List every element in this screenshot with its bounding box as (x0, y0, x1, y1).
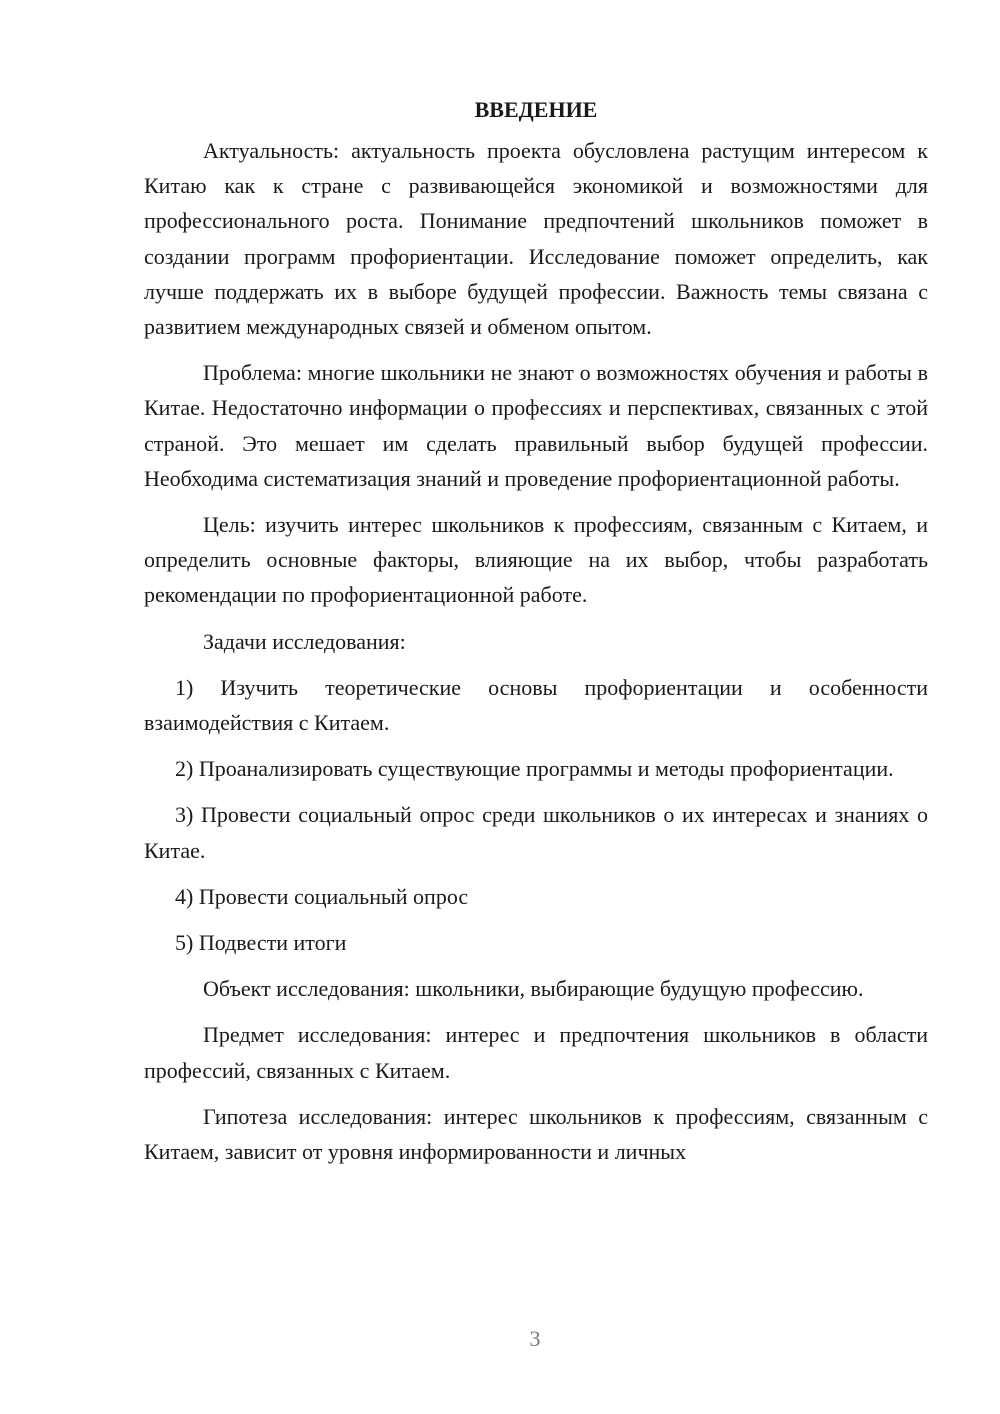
task-item-2: 2) Проанализировать существующие программы и методы профориентации. (175, 756, 894, 782)
task-item-1: 1) Изучить теоретические основы профориентации и особенности взаимодействия с Китаем. (144, 674, 928, 736)
document-page (144, 92, 928, 1180)
task-item-4: 4) Провести социальный опрос (175, 883, 469, 909)
paragraph-subject: Предмет исследования: интерес и предпочтения школьников в области профессий, связанных с Китаем. (144, 1022, 928, 1083)
paragraph-tasks-heading: Задачи исследования: (203, 628, 406, 654)
page-number: 3 (529, 1326, 541, 1351)
section-title: ВВЕДЕНИЕ (474, 97, 598, 122)
task-item-3: 3) Провести социальный опрос среди школьников о их интересах и знаниях о Китае. (144, 802, 928, 863)
paragraph-hypothesis: Гипотеза исследования: интерес школьников к профессиям, связанным с Китаем, зависит от уровня информированности и личных (144, 1103, 928, 1165)
paragraph-object: Объект исследования: школьники, выбирающие будущую профессию. (203, 976, 864, 1002)
paragraph-relevance: Актуальность: актуальность проекта обусловлена растущим интересом к Китаю как к стране с развивающейся экономикой и возможностями для профессионального роста. Понимание предпочтений школьников поможет в создании программ профориентации. Исследование поможет определить, как лучше поддержать их в выборе будущей профессии. Важность темы связана с развитием международных связей и обменом опытом. (144, 138, 928, 340)
paragraph-goal: Цель: изучить интерес школьников к профессиям, связанным с Китаем, и определить основные факторы, влияющие на их выбор, чтобы разработать рекомендации по профориентационной работе. (144, 512, 928, 608)
paragraph-problem: Проблема: многие школьники не знают о возможностях обучения и работы в Китае. Недостаточно информации о профессиях и перспективах, связанных с этой страной. Это мешает им сделать правильный выбор будущей профессии. Необходима систематизация знаний и проведение профориентационной работы. (144, 360, 928, 491)
task-item-5: 5) Подвести итоги (175, 930, 347, 956)
